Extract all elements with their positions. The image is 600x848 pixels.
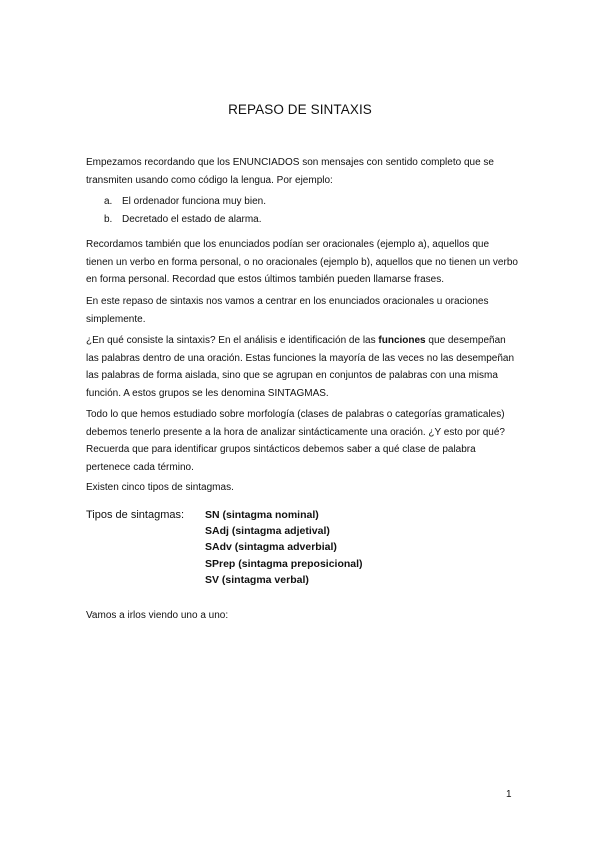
funciones-keyword: funciones xyxy=(378,335,426,346)
morfologia-paragraph: Todo lo que hemos estudiado sobre morfología (clases de palabras o categorías gramaticales) debemos tenerlo presente a la hora de analizar sintácticamente una oración. ¿Y esto por qué? Recuerda que para identificar grupos sintácticos debemos saber a qué clase de palabra pertenece cada término. xyxy=(86,409,505,473)
sintagma-types-list xyxy=(205,507,363,588)
sintagma-type-sprep: SPrep (sintagma preposicional) xyxy=(205,557,363,570)
list-item xyxy=(104,211,504,229)
intro-paragraph: Empezamos recordando que los ENUNCIADOS son mensajes con sentido completo que se transmiten usando como código la lengua. Por ejemplo: xyxy=(86,157,494,186)
list-item xyxy=(104,193,504,211)
closing-paragraph: Vamos a irlos viendo uno a uno: xyxy=(86,610,229,621)
cinco-tipos-paragraph: Existen cinco tipos de sintagmas. xyxy=(86,482,234,493)
oracionales-paragraph: Recordamos también que los enunciados podían ser oracionales (ejemplo a), aquellos que tienen un verbo en forma personal, o no oracionales (ejemplo b), aquellos que no tienen un verbo en forma personal. Recordad que estos últimos también pueden llamarse frases. xyxy=(86,239,518,285)
document-title: REPASO DE SINTAXIS xyxy=(228,102,372,117)
sintagma-type-sv: SV (sintagma verbal) xyxy=(205,573,309,586)
list-marker: b. xyxy=(104,213,113,225)
page-number: 1 xyxy=(506,789,512,800)
sintaxis-text-after: que desempeñan las palabras dentro de una oración. Estas funciones la mayoría de las veces no las desempeñan las palabras de forma aislada, sino que se agrupan en conjuntos de palabras con una misma función. A estos grupos se les denomina SINTAGMAS. xyxy=(86,335,515,399)
examples-list xyxy=(104,193,504,228)
sintaxis-text-before: ¿En qué consiste la sintaxis? En el análisis e identificación de las xyxy=(86,335,379,346)
sintagma-type-sadv: SAdv (sintagma adverbial) xyxy=(205,541,337,554)
sintaxis-paragraph xyxy=(86,332,518,402)
list-marker: a. xyxy=(104,196,113,207)
list-item-text: El ordenador funciona muy bien. xyxy=(122,196,266,207)
sintagma-type-sadj: SAdj (sintagma adjetival) xyxy=(205,525,330,538)
repaso-paragraph: En este repaso de sintaxis nos vamos a centrar en los enunciados oracionales u oraciones simplemente. xyxy=(86,296,489,325)
list-item-text: Decretado el estado de alarma. xyxy=(122,213,262,225)
types-label: Tipos de sintagmas: xyxy=(86,509,185,521)
sintagma-type-sn: SN (sintagma nominal) xyxy=(205,509,319,521)
